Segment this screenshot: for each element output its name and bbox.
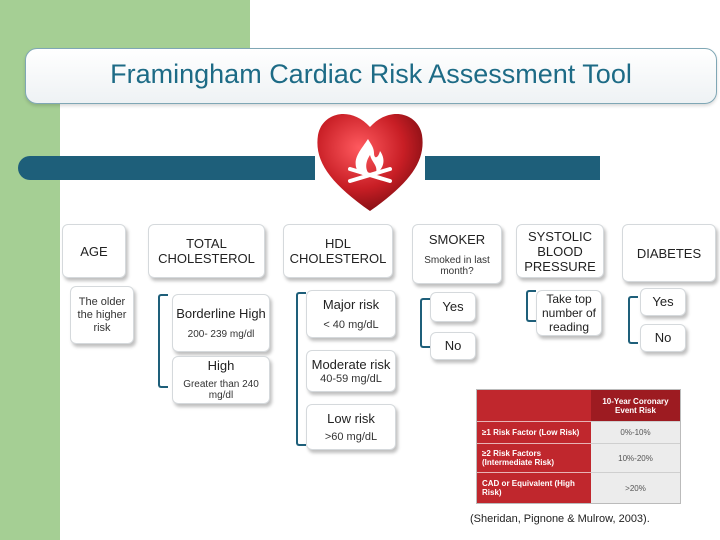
age-note bbox=[70, 286, 134, 344]
cholesterol-header-label: TOTAL CHOLESTEROL bbox=[158, 236, 255, 266]
diabetes-yes bbox=[640, 288, 686, 316]
high-detail: Greater than 240 mg/dl bbox=[183, 379, 259, 401]
hdl-moderate-risk bbox=[306, 350, 396, 392]
diabetes-bracket bbox=[628, 296, 638, 344]
smoker-header bbox=[412, 224, 502, 284]
systolic-option bbox=[536, 290, 602, 336]
cholesterol-borderline-option bbox=[172, 294, 270, 352]
major-risk-detail: < 40 mg/dL bbox=[323, 318, 379, 331]
systolic-header bbox=[516, 224, 604, 278]
major-risk-label: Major risk bbox=[322, 296, 380, 312]
risk-value-cell: >20% bbox=[591, 473, 680, 503]
diabetes-header-label: DIABETES bbox=[636, 245, 702, 261]
smoker-yes bbox=[430, 292, 476, 322]
risk-value-cell: 10%-20% bbox=[591, 444, 680, 473]
smoker-yes-label: Yes bbox=[442, 299, 464, 314]
cholesterol-high-option bbox=[172, 356, 270, 404]
borderline-detail: 200- 239 mg/dl bbox=[187, 328, 255, 340]
age-header-label: AGE bbox=[80, 243, 108, 259]
moderate-risk-detail: 40-59 mg/dL bbox=[320, 372, 382, 385]
divider-bar-left bbox=[18, 156, 315, 180]
diabetes-no-label: No bbox=[654, 330, 672, 345]
diabetes-no bbox=[640, 324, 686, 352]
risk-factor-cell: CAD or Equivalent (High Risk) bbox=[477, 473, 591, 503]
flame-heart-icon bbox=[310, 103, 430, 213]
age-note-text: The older the higher risk bbox=[77, 295, 127, 334]
low-risk-detail: >60 mg/dL bbox=[324, 430, 378, 443]
smoker-header-label: SMOKER bbox=[428, 231, 486, 247]
risk-value-cell: 0%-10% bbox=[591, 422, 680, 444]
systolic-header-label: SYSTOLIC BLOOD PRESSURE bbox=[524, 228, 596, 274]
hdl-bracket bbox=[296, 292, 306, 446]
cholesterol-header bbox=[148, 224, 265, 278]
systolic-bracket bbox=[526, 290, 536, 322]
risk-table-row bbox=[477, 473, 680, 503]
diabetes-header bbox=[622, 224, 716, 282]
title-banner bbox=[25, 48, 717, 104]
risk-table-header-row bbox=[477, 390, 680, 422]
smoker-bracket bbox=[420, 298, 430, 348]
smoker-note: Smoked in last month? bbox=[424, 254, 490, 277]
moderate-risk-label: Moderate risk bbox=[311, 356, 391, 372]
smoker-no-label: No bbox=[444, 338, 462, 353]
page-title: Framingham Cardiac Risk Assessment Tool bbox=[110, 59, 632, 89]
hdl-major-risk bbox=[306, 290, 396, 338]
risk-table bbox=[476, 389, 681, 504]
risk-table-row bbox=[477, 444, 680, 473]
risk-factor-cell: ≥1 Risk Factor (Low Risk) bbox=[477, 422, 591, 444]
low-risk-label: Low risk bbox=[327, 410, 375, 426]
high-label: High bbox=[207, 358, 235, 373]
divider-bar-right bbox=[425, 156, 600, 180]
citation: (Sheridan, Pignone & Mulrow, 2003). bbox=[470, 513, 650, 525]
risk-table-row bbox=[477, 422, 680, 444]
hdl-low-risk bbox=[306, 404, 396, 450]
borderline-label: Borderline High bbox=[176, 305, 266, 321]
diabetes-yes-label: Yes bbox=[652, 294, 674, 309]
hdl-header bbox=[283, 224, 393, 278]
age-header bbox=[62, 224, 126, 278]
risk-table-header-blank bbox=[477, 390, 591, 422]
cholesterol-bracket bbox=[158, 294, 168, 388]
risk-table-header: 10-Year Coronary Event Risk bbox=[591, 390, 680, 422]
risk-factor-cell: ≥2 Risk Factors (Intermediate Risk) bbox=[477, 444, 591, 473]
hdl-header-label: HDL CHOLESTEROL bbox=[289, 236, 387, 266]
smoker-no bbox=[430, 332, 476, 360]
top-decoration bbox=[60, 0, 250, 50]
systolic-option-label: Take top number of reading bbox=[541, 292, 597, 334]
